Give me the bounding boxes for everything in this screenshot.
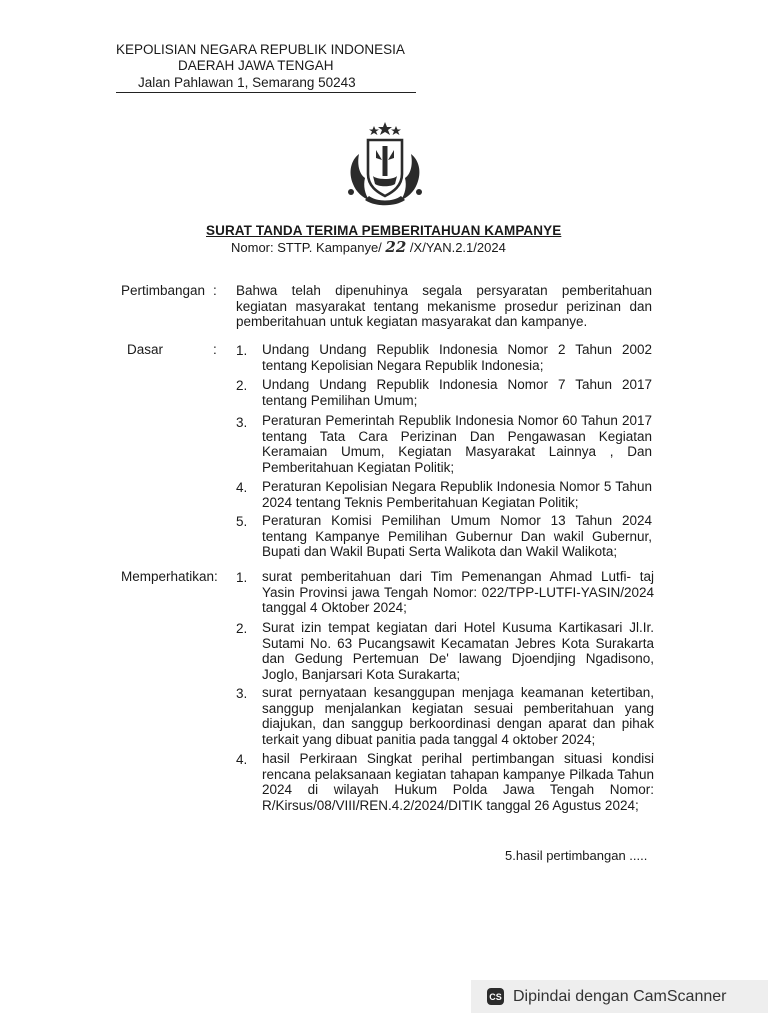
camscanner-text: Dipindai dengan CamScanner (513, 987, 727, 1005)
document-title: SURAT TANDA TERIMA PEMBERITAHUAN KAMPANYE (206, 223, 562, 238)
memperhatikan-label: Memperhatikan: (121, 569, 218, 584)
document-number-prefix: STTP. Kampanye/ (277, 240, 382, 255)
dasar-item-number: 4. (236, 480, 248, 495)
continuation-note: 5.hasil pertimbangan ..... (505, 848, 648, 863)
dasar-item: Undang Undang Republik Indonesia Nomor 7 Tahun 2017 tentang Pemilihan Umum; (262, 377, 652, 408)
document-number-suffix: /X/YAN.2.1/2024 (409, 240, 506, 255)
pertimbangan-text: Bahwa telah dipenuhinya segala persyaratan pemberitahuan kegiatan masyarakat tentang mekanisme prosedur perizinan dan pemberitahuan untuk kegiatan masyarakat dan kampanye. (236, 283, 652, 329)
memperhatikan-item-number: 1. (236, 570, 248, 585)
memperhatikan-item-number: 2. (236, 621, 248, 636)
document-number (231, 238, 506, 256)
dasar-item-number: 1. (236, 343, 248, 358)
dasar-item: Peraturan Komisi Pemilihan Umum Nomor 13 Tahun 2024 tentang Kampanye Pemilihan Gubernur Dan wakil Gubernur, Bupati dan Wakil Bupati Serta Walikota dan Wakil Walikota; (262, 513, 652, 559)
pertimbangan-colon: : (213, 283, 217, 298)
dasar-item: Peraturan Pemerintah Republik Indonesia Nomor 60 Tahun 2017 tentang Tata Cara Perizinan Dan Pengawasan Kegiatan Keramaian Umum, Kegiatan Masyarakat Lainnya , Dan Pemberitahuan Kegiatan Politik; (262, 413, 652, 475)
dasar-label: Dasar (127, 342, 164, 357)
polri-emblem-icon (335, 120, 435, 210)
memperhatikan-item-number: 4. (236, 752, 248, 767)
letterhead-institution: KEPOLISIAN NEGARA REPUBLIK INDONESIA (116, 42, 405, 57)
pertimbangan-label: Pertimbangan (121, 283, 206, 298)
letterhead-address: Jalan Pahlawan 1, Semarang 50243 (138, 75, 356, 90)
memperhatikan-item: Surat izin tempat kegiatan dari Hotel Kusuma Kartikasari Jl.Ir. Sutami No. 63 Pucangsawit Kecamatan Jebres Kota Surakarta dan Gedung Pertemuan De' lawang Djoendjing Ngadisono, Joglo, Banjarsari Kota Surakarta; (262, 620, 654, 682)
camscanner-icon: CS (487, 988, 504, 1005)
camscanner-watermark (471, 980, 768, 1013)
memperhatikan-item: surat pemberitahuan dari Tim Pemenangan Ahmad Lutfi- taj Yasin Provinsi jawa Tengah Nomor: 022/TPP-LUTFI-YASIN/2024 tanggal 4 Oktober 2024; (262, 569, 654, 615)
dasar-item: Undang Undang Republik Indonesia Nomor 2 Tahun 2002 tentang Kepolisian Negara Republik Indonesia; (262, 342, 652, 373)
document-number-label: Nomor: (231, 240, 274, 255)
dasar-item-number: 5. (236, 514, 248, 529)
memperhatikan-item: hasil Perkiraan Singkat perihal pertimbangan situasi kondisi rencana pelaksanaan kegiatan tahapan kampanye Pilkada Tahun 2024 di wilayah Hukum Polda Jawa Tengah Nomor: R/Kirsus/08/VIII/REN.4.2/2024/DITIK tanggal 26 Agustus 2024; (262, 751, 654, 813)
document-number-handwritten: 22 (385, 238, 407, 256)
dasar-item-number: 2. (236, 378, 248, 393)
letterhead-divider (116, 92, 416, 93)
memperhatikan-item: surat pernyataan kesanggupan menjaga keamanan ketertiban, sanggup menjalankan kegiatan sesuai pemberitahuan yang diajukan, dan sanggup berkoordinasi dengan aparat dan pihak terkait yang dibuat panitia pada tanggal 4 oktober 2024; (262, 685, 654, 747)
memperhatikan-item-number: 3. (236, 686, 248, 701)
dasar-colon: : (213, 342, 217, 357)
dasar-item: Peraturan Kepolisian Negara Republik Indonesia Nomor 5 Tahun 2024 tentang Teknis Pemberitahuan Kegiatan Politik; (262, 479, 652, 510)
letterhead-region: DAERAH JAWA TENGAH (178, 58, 334, 73)
dasar-item-number: 3. (236, 415, 248, 430)
